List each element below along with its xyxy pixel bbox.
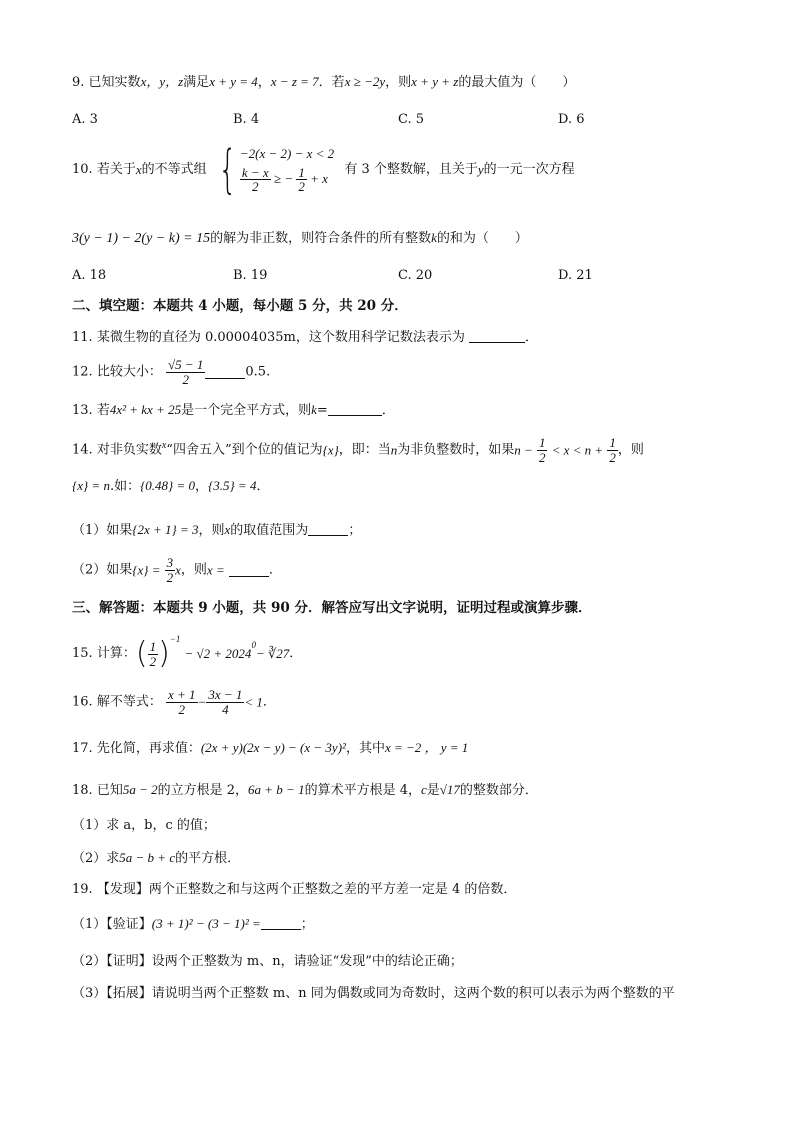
fraction [166, 358, 205, 386]
denominator: 2 [166, 569, 174, 585]
question-text: 的一元一次方程 [483, 162, 575, 178]
question-text: 的和为（ ） [436, 231, 528, 246]
numerator: x + 1 [167, 687, 196, 702]
operator: = [316, 403, 328, 418]
question-text: 对非负实数 [96, 442, 162, 458]
equation: 3(y − 1) − 2(y − k) = 15 [72, 231, 211, 246]
question-number: 11. [72, 330, 93, 345]
fraction [537, 436, 548, 464]
math-expression: n − [514, 442, 533, 458]
question-text: 的最大值为（ ） [458, 75, 576, 90]
part-label: （2）如果 [72, 562, 133, 578]
part-label: （1）【验证】 [72, 917, 152, 932]
question-number: 18. [72, 783, 93, 798]
math-expression: < 1 [244, 694, 263, 710]
denominator: 2 [178, 701, 185, 717]
question-19-part-3: （3）【拓展】请说明当两个正整数 m、n 同为偶数或同为奇数时，这两个数的积可以表示为两个整数的平 [72, 986, 675, 1001]
question-text: 有 3 个整数解，且关于 [344, 162, 478, 178]
punctuation: ． [262, 694, 276, 710]
math-expression: {x} = n [72, 478, 110, 493]
question-text: 为非负整数时，如果 [397, 442, 515, 458]
math-var: x [224, 522, 231, 537]
punctuation: ． [289, 646, 303, 662]
denominator: 2 [182, 371, 189, 387]
math-expression: − √2 + 2024 [184, 646, 252, 662]
question-13 [72, 402, 395, 419]
math-condition: x ≥ −2y [344, 74, 386, 89]
math-expression: x = [206, 562, 225, 578]
punctuation: ； [348, 523, 362, 538]
question-14 [72, 436, 644, 464]
math-var: x [175, 562, 181, 578]
exponent: −1 [169, 634, 181, 645]
question-text: ，则 [385, 75, 412, 90]
punctuation: ． [525, 330, 539, 345]
math-values: x = −2 ， y = 1 [384, 740, 469, 755]
brace-icon: { [218, 140, 237, 200]
math-expression: (3 + 1)² − (3 − 1)² = [151, 916, 261, 931]
math-example: {0.48} = 0 [140, 478, 196, 493]
numerator: √5 − 1 [167, 357, 204, 372]
question-19-part-2: （2）【证明】设两个正整数为 m、n，请验证“发现”中的结论正确； [72, 954, 463, 969]
inequality-system [211, 140, 335, 200]
numerator: 1 [609, 435, 616, 450]
question-text: 的立方根是 2， [157, 783, 249, 798]
numerator: k − x [241, 164, 269, 180]
math-expression: 5a − 2 [122, 782, 158, 797]
math-notation: {x} [322, 442, 339, 458]
question-text: 先化简，再求值： [96, 741, 201, 756]
question-text: ．若 [318, 75, 345, 90]
denominator: 2 [252, 179, 259, 195]
denominator: 2 [538, 449, 546, 465]
operator: ≥ − [273, 170, 294, 186]
punctuation: ． [268, 562, 282, 578]
option-d[interactable]: D. 21 [558, 268, 593, 283]
denominator: 2 [298, 179, 305, 195]
option-a[interactable]: A. 3 [72, 112, 98, 127]
fraction [240, 166, 271, 194]
section-heading-solution: 三、解答题：本题共 9 小题，共 90 分．解答应写出文字说明，证明过程或演算步骤． [72, 600, 592, 616]
question-17 [72, 740, 468, 757]
question-12 [72, 358, 270, 386]
question-text: 是 [426, 783, 440, 798]
answer-blank[interactable] [469, 330, 525, 343]
question-14-line2 [72, 478, 269, 495]
separator: ， [257, 75, 271, 90]
question-11 [72, 330, 538, 346]
math-condition: x + y = 4 [209, 74, 258, 89]
question-number: 14. [72, 442, 93, 458]
math-var: x [135, 162, 142, 178]
option-a[interactable]: A. 18 [72, 268, 107, 283]
math-expression: x + y + z [411, 74, 459, 89]
exponent: 0 [251, 640, 256, 651]
numerator: 1 [298, 164, 305, 180]
question-9 [72, 74, 575, 91]
fraction [166, 688, 198, 716]
section-heading-fill-in: 二、填空题：本题共 4 小题，每小题 5 分，共 20 分． [72, 298, 408, 314]
question-text: ，其中 [345, 741, 385, 756]
answer-blank[interactable] [205, 366, 245, 379]
question-text: 比较大小： [96, 364, 162, 380]
question-text: 解不等式： [96, 694, 162, 710]
option-d[interactable]: D. 6 [558, 112, 585, 127]
math-var: n [390, 442, 398, 458]
math-var: k [431, 230, 437, 245]
question-text: ，即：当 [338, 442, 391, 458]
question-number: 15. [72, 646, 93, 662]
left-paren: ( [135, 636, 148, 671]
question-text: 的平方根． [175, 851, 241, 866]
question-text: 某微生物的直径为 0.00004035m，这个数用科学记数法表示为 [96, 330, 465, 345]
comparison-value: 0.5. [245, 364, 271, 380]
question-14-part-2 [72, 556, 282, 584]
answer-blank[interactable] [261, 917, 301, 930]
fraction [607, 436, 618, 464]
question-number: 16. [72, 694, 93, 710]
question-number: 19. [72, 882, 93, 897]
question-10 [72, 140, 575, 200]
question-text: ，则 [180, 562, 207, 578]
question-text: 满足 [183, 75, 210, 90]
question-18 [72, 782, 538, 799]
question-text: ，则 [198, 523, 225, 538]
math-expression: < x < n + [551, 442, 604, 458]
math-expression: {x} = [132, 562, 161, 578]
answer-blank[interactable] [308, 523, 348, 536]
part-label: （2）求 [72, 851, 120, 866]
question-10-line2 [72, 230, 528, 248]
question-text: “四舍五入”到个位的值记为 [166, 442, 323, 458]
question-text: 的不等式组 [141, 162, 207, 178]
option-c[interactable]: C. 5 [398, 112, 425, 127]
math-var: k [311, 402, 317, 417]
question-18-part-1: （1）求 a，b，c 的值； [72, 818, 216, 833]
denominator: 4 [222, 701, 229, 717]
question-text: .如： [109, 479, 141, 494]
question-text: 的解为非正数，则符合条件的所有整数 [210, 231, 432, 246]
numerator: 3x − 1 [208, 687, 243, 702]
fraction [148, 640, 159, 668]
denominator: 2 [149, 653, 157, 669]
fraction [165, 556, 176, 584]
answer-blank[interactable] [328, 403, 382, 416]
punctuation: ； [300, 917, 314, 932]
answer-blank[interactable] [229, 564, 269, 577]
part-label: （1）如果 [72, 523, 133, 538]
question-number: 12. [72, 364, 93, 380]
math-expression: {2x + 1} = 3 [132, 522, 199, 537]
math-expression: 5a − b + c [119, 850, 176, 865]
math-expression: √17 [439, 782, 460, 797]
question-text: 的算术平方根是 4， [304, 783, 421, 798]
question-text: ，则 [617, 442, 644, 458]
question-text: 的取值范围为 [230, 523, 309, 538]
inequality-2 [240, 165, 334, 195]
math-expression: − ∛27 [255, 646, 290, 662]
numerator: 3 [166, 555, 174, 570]
operator: − [197, 694, 207, 710]
right-paren: ) [158, 636, 170, 671]
question-number: 17. [72, 741, 93, 756]
question-text: 已知实数 [88, 75, 141, 90]
question-19-part-1 [72, 916, 314, 933]
question-18-part-2 [72, 850, 240, 867]
math-example: {3.5} = 4 [208, 478, 257, 493]
fraction [296, 166, 307, 194]
math-var: x [161, 440, 167, 452]
fraction [206, 688, 244, 716]
question-text: 的整数部分． [459, 783, 538, 798]
question-14-part-1 [72, 522, 361, 539]
question-text: 【发现】两个正整数之和与这两个正整数之差的平方差一定是 4 的倍数． [96, 882, 517, 897]
question-15 [72, 636, 302, 672]
question-number: 13. [72, 403, 93, 418]
numerator: 1 [149, 638, 157, 654]
math-vars: x，y，z [140, 74, 184, 89]
inequality-1: −2(x − 2) − x < 2 [239, 146, 335, 162]
question-text: 若关于 [96, 162, 136, 178]
option-b[interactable]: B. 19 [233, 268, 268, 283]
question-number: 9. [72, 75, 85, 90]
math-var: y [477, 162, 484, 178]
question-16 [72, 688, 276, 716]
option-b[interactable]: B. 4 [233, 112, 260, 127]
punctuation: ． [381, 403, 395, 418]
term: + x [310, 170, 328, 186]
math-expression: 4x² + kx + 25 [109, 402, 182, 417]
punctuation: ． [256, 479, 270, 494]
math-var: c [420, 782, 427, 797]
math-expression: (2x + y)(2x − y) − (x − 3y)² [200, 740, 346, 755]
separator: ， [195, 479, 209, 494]
question-text: 若 [96, 403, 110, 418]
question-19 [72, 882, 516, 898]
question-text: 计算： [96, 646, 136, 662]
question-number: 10. [72, 162, 93, 178]
option-c[interactable]: C. 20 [398, 268, 433, 283]
math-expression: 6a + b − 1 [248, 782, 305, 797]
math-condition: x − z = 7 [270, 74, 319, 89]
denominator: 2 [609, 449, 616, 465]
question-text: 是一个完全平方式，则 [181, 403, 312, 418]
question-text: 已知 [96, 783, 123, 798]
numerator: 1 [538, 435, 546, 450]
